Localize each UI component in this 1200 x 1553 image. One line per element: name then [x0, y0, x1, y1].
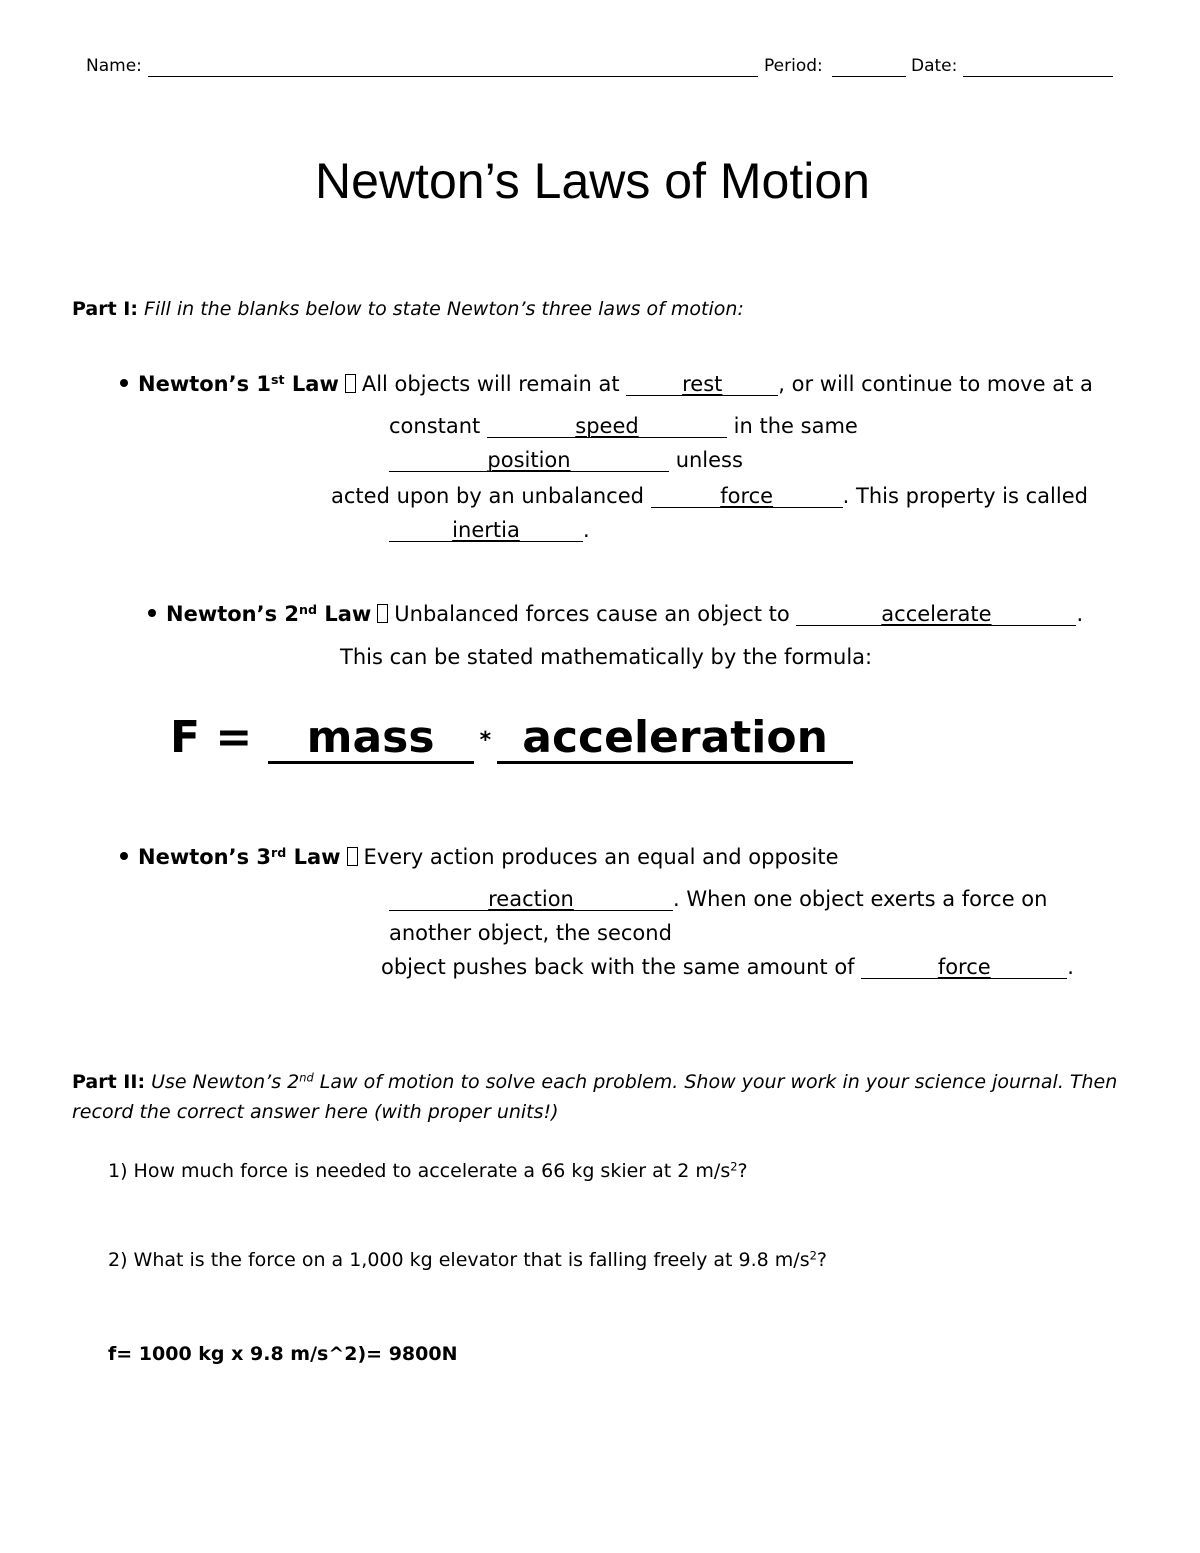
- arrow-icon: [345, 374, 356, 393]
- blank-inertia[interactable]: inertia: [389, 519, 583, 542]
- law3-text-a: Every action produces an equal and opposite: [363, 845, 839, 869]
- bullet-icon: [120, 852, 128, 860]
- period-field[interactable]: [832, 76, 906, 77]
- part2-instruction: [72, 1071, 1117, 1093]
- law1-text-e: unless: [675, 448, 743, 472]
- blank-force-1[interactable]: force: [651, 485, 843, 508]
- law3-heading: Newton’s 3rd Law: [138, 845, 341, 869]
- part1-label: Part I:: [72, 298, 138, 320]
- bullet-icon: [148, 609, 156, 617]
- law3-text-d: object pushes back with the same amount of: [381, 955, 855, 979]
- arrow-icon: [347, 847, 358, 866]
- blank-accelerate[interactable]: accelerate: [796, 603, 1076, 626]
- formula-f: F =: [170, 712, 253, 763]
- part2-instruction-line2: record the correct answer here (with proper units!): [72, 1101, 559, 1123]
- part2-label: Part II:: [72, 1071, 146, 1093]
- law1-text-c: constant: [389, 414, 481, 438]
- law1-line2: [389, 414, 858, 438]
- bullet-icon: [120, 379, 128, 387]
- law1-line5: [389, 518, 590, 542]
- blank-acceleration[interactable]: acceleration: [497, 715, 853, 764]
- law1-line4: [331, 484, 1088, 508]
- law2-text-a: Unbalanced forces cause an object to: [394, 602, 790, 626]
- law1-text-d: in the same: [733, 414, 858, 438]
- law3-line4: [381, 955, 1074, 979]
- law1-text-b: , or will continue to move at a: [778, 372, 1093, 396]
- name-label: Name:: [86, 56, 142, 76]
- law2-text-b: .: [1076, 602, 1084, 626]
- question-1: 1) How much force is needed to accelerate a 66 kg skier at 2 $m/s^2$?: [108, 1159, 748, 1182]
- law3-text-e: .: [1067, 955, 1074, 979]
- multiply-operator: *: [479, 727, 492, 753]
- blank-force-2[interactable]: force: [861, 956, 1067, 979]
- arrow-icon: [377, 604, 388, 623]
- law1-text-h: .: [583, 518, 590, 542]
- part1-instruction-text: Fill in the blanks below to state Newton’s three laws of motion:: [144, 298, 744, 320]
- law1-line1: [120, 372, 1093, 396]
- blank-speed[interactable]: speed: [487, 415, 727, 438]
- name-field[interactable]: [148, 76, 758, 77]
- law1-text-a: All objects will remain at: [361, 372, 620, 396]
- page-title: Newton’s Laws of Motion: [315, 153, 870, 209]
- blank-rest[interactable]: rest: [626, 373, 778, 396]
- period-label: Period:: [764, 56, 823, 76]
- question-2: 2) What is the force on a 1,000 kg elevator that is falling freely at 9.8 $m/s^2$?: [108, 1248, 827, 1271]
- law1-text-g: . This property is called: [842, 484, 1088, 508]
- formula: [170, 712, 853, 764]
- law1-line3: [389, 448, 743, 472]
- part1-instruction: [72, 298, 744, 320]
- law2-line2: This can be stated mathematically by the formula:: [340, 645, 873, 669]
- blank-mass[interactable]: mass: [268, 715, 474, 764]
- law2-line1: [148, 602, 1083, 626]
- blank-position[interactable]: position: [389, 449, 669, 472]
- law3-text-b: . When one object exerts a force on: [673, 887, 1048, 911]
- answer-2[interactable]: f= 1000 kg x 9.8 m/s^2)= 9800N: [108, 1343, 458, 1365]
- blank-reaction[interactable]: reaction: [389, 888, 673, 911]
- law3-line1: [120, 845, 839, 869]
- part2-instruction-text: Use Newton’s 2nd Law of motion to solve each problem. Show your work in your science journal. Then: [151, 1070, 1118, 1093]
- law3-line2: [389, 887, 1047, 911]
- date-label: Date:: [911, 56, 958, 76]
- law1-heading: Newton’s 1st Law: [138, 372, 339, 396]
- law1-text-f: acted upon by an unbalanced: [331, 484, 644, 508]
- law2-heading: Newton’s 2nd Law: [166, 602, 372, 626]
- law3-line3: another object, the second: [389, 921, 672, 945]
- date-field[interactable]: [963, 76, 1113, 77]
